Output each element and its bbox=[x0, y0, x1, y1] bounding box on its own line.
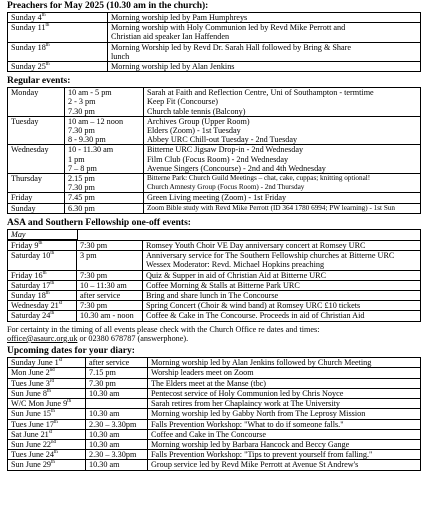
upcoming-time: after service bbox=[86, 358, 148, 368]
preacher-desc: Morning Worship led by Revd Dr. Sarah Hall followed by Bring & Share lunch bbox=[108, 42, 421, 61]
date-suffix: st bbox=[58, 358, 63, 364]
date-suffix: th bbox=[51, 460, 55, 466]
regular-event-row bbox=[8, 116, 421, 145]
upcoming-heading: Upcoming dates for your diary: bbox=[7, 346, 135, 357]
event-time: 7.45 pm bbox=[65, 193, 144, 203]
upcoming-date bbox=[8, 388, 86, 398]
upcoming-desc: Coffee and Cake in The Concourse bbox=[148, 429, 421, 439]
date-text: Sun June 29 bbox=[11, 460, 52, 470]
event-day: Friday bbox=[8, 193, 65, 203]
upcoming-time: 7.15 pm bbox=[86, 368, 148, 378]
preacher-row bbox=[8, 23, 421, 42]
date-text: Friday 9 bbox=[11, 241, 39, 251]
asa-event-date bbox=[8, 270, 77, 280]
upcoming-date bbox=[8, 419, 86, 429]
upcoming-time: 10.30 am bbox=[86, 460, 148, 470]
date-suffix: nd bbox=[51, 439, 57, 445]
upcoming-desc: Morning worship led by Gabby North from The Leprosy Mission bbox=[148, 409, 421, 419]
date-text: Sun June 15 bbox=[11, 409, 52, 419]
asa-event-row bbox=[8, 280, 421, 290]
office-phone: or 02380 678787 (answerphone). bbox=[77, 333, 189, 343]
upcoming-row bbox=[8, 388, 421, 398]
asa-event-time: after service bbox=[77, 291, 143, 301]
preachers-heading: Preachers for May 2025 (10.30 am in the church): bbox=[7, 1, 209, 11]
date-text: Sun June 22 bbox=[11, 439, 52, 449]
asa-event-desc: Spring Concert (Choir & wind band) at Romsey URC £10 tickets bbox=[143, 301, 421, 311]
event-time: 6.30 pm bbox=[65, 203, 144, 213]
asa-event-time: 10.30 am - noon bbox=[77, 311, 143, 321]
upcoming-desc: Group service led by Revd Mike Perrott at Avenue St Andrew's bbox=[148, 460, 421, 470]
date-text: Wednesday 21 bbox=[11, 301, 59, 311]
asa-event-time: 10 – 11:30 am bbox=[77, 280, 143, 290]
upcoming-row bbox=[8, 358, 421, 368]
date-text: Sunday June 1 bbox=[11, 358, 59, 368]
date-text: W/C Mon June 9 bbox=[11, 399, 68, 409]
preacher-date bbox=[8, 13, 108, 23]
asa-event-desc: Anniversary service for The Southern Fellowship churches at Bitterne URC Wessex Moderator: Revd. Michael Hopkins preaching bbox=[143, 251, 421, 270]
date-text: Sunday 4 bbox=[11, 13, 42, 22]
preacher-desc: Morning worship with Holy Communion led by Revd Mike Perrott and Christian aid speaker Ian Haffenden bbox=[108, 23, 421, 42]
upcoming-row bbox=[8, 399, 421, 409]
upcoming-desc: Falls Prevention Workshop: "Tips to prevent yourself from falling." bbox=[148, 450, 421, 460]
upcoming-time bbox=[86, 399, 148, 409]
date-text: Saturday 17 bbox=[11, 280, 51, 290]
asa-event-row bbox=[8, 251, 421, 270]
regular-event-row bbox=[8, 193, 421, 203]
event-day: Thursday bbox=[8, 174, 65, 193]
date-suffix: st bbox=[48, 429, 53, 435]
date-text: Sunday 18 bbox=[11, 42, 46, 52]
asa-events-table bbox=[7, 229, 421, 322]
event-desc: Zoom Bible study with Revd Mike Perrott (ID 364 1780 6994; PW learning) - 1st Sun bbox=[144, 203, 421, 213]
regular-events-table bbox=[7, 87, 421, 214]
preacher-row bbox=[8, 42, 421, 61]
date-text: Friday 16 bbox=[11, 270, 43, 280]
date-suffix: th bbox=[38, 241, 43, 247]
asa-event-date bbox=[8, 301, 77, 311]
upcoming-date bbox=[8, 368, 86, 378]
event-time: 10 - 11.30 am 1 pm 7 – 8 pm bbox=[65, 145, 144, 174]
event-day: Wednesday bbox=[8, 145, 65, 174]
upcoming-desc: Sarah retires from her Chaplaincy work at The University bbox=[148, 399, 421, 409]
date-suffix: th bbox=[50, 251, 55, 257]
upcoming-desc: Falls Prevention Workshop: "What to do if someone falls." bbox=[148, 419, 421, 429]
date-text: Tues June 3 bbox=[11, 378, 50, 388]
date-text: Sat June 21 bbox=[11, 429, 49, 439]
preacher-date bbox=[8, 62, 108, 72]
upcoming-row bbox=[8, 439, 421, 449]
asa-event-desc: Coffee & Cake in The Concourse. Proceeds in aid of Christian Aid bbox=[143, 311, 421, 321]
preacher-row bbox=[8, 62, 421, 72]
upcoming-time: 2.30 – 3.30pm bbox=[86, 450, 148, 460]
upcoming-time: 7.30 pm bbox=[86, 378, 148, 388]
date-text: Sunday 11 bbox=[11, 23, 46, 33]
date-suffix: th bbox=[53, 419, 58, 425]
date-suffix: nd bbox=[49, 368, 55, 374]
upcoming-row bbox=[8, 378, 421, 388]
upcoming-desc: Morning worship led by Barbara Hancock and Beccy Gange bbox=[148, 439, 421, 449]
upcoming-date bbox=[8, 378, 86, 388]
date-text: Tues June 17 bbox=[11, 419, 54, 429]
asa-event-date bbox=[8, 241, 77, 251]
upcoming-date bbox=[8, 429, 86, 439]
upcoming-date bbox=[8, 450, 86, 460]
date-suffix: th bbox=[67, 399, 72, 405]
date-suffix: th bbox=[50, 311, 55, 317]
regular-event-row bbox=[8, 88, 421, 117]
asa-event-row bbox=[8, 241, 421, 251]
asa-event-time: 7:30 pm bbox=[77, 301, 143, 311]
date-text: Saturday 24 bbox=[11, 311, 51, 321]
event-day: Tuesday bbox=[8, 116, 65, 145]
upcoming-row bbox=[8, 460, 421, 470]
asa-event-desc: Coffee Morning & Stalls at Bitterne Park URC bbox=[143, 280, 421, 290]
asa-event-time: 7:30 pm bbox=[77, 241, 143, 251]
preacher-date bbox=[8, 42, 108, 61]
asa-event-desc: Romsey Youth Choir VE Day anniversary concert at Romsey URC bbox=[143, 241, 421, 251]
event-desc: Sarah at Faith and Reflection Centre, Uni of Southampton - termtime Keep Fit (Concourse) Church table tennis (Balcony) bbox=[144, 88, 421, 117]
date-suffix: th bbox=[51, 409, 55, 415]
date-suffix: st bbox=[58, 301, 63, 307]
event-day: Sunday bbox=[8, 203, 65, 213]
upcoming-row bbox=[8, 368, 421, 378]
asa-events-heading: ASA and Southern Fellowship one-off events: bbox=[7, 217, 191, 228]
date-suffix: th bbox=[45, 42, 50, 48]
regular-event-row bbox=[8, 145, 421, 174]
upcoming-date bbox=[8, 409, 86, 419]
regular-events-heading: Regular events: bbox=[7, 76, 71, 87]
asa-event-row bbox=[8, 311, 421, 321]
preacher-desc: Morning worship led by Alan Jenkins bbox=[108, 62, 421, 72]
upcoming-date bbox=[8, 399, 86, 409]
date-suffix: th bbox=[41, 13, 46, 18]
event-desc: Green Living meeting (Zoom) - 1st Friday bbox=[144, 193, 421, 203]
asa-event-row bbox=[8, 301, 421, 311]
upcoming-desc: Morning worship led by Alan Jenkins followed by Church Meeting bbox=[148, 358, 421, 368]
event-time: 10 am – 12 noon 7.30 pm 8 - 9.30 pm bbox=[65, 116, 144, 145]
month-label: May bbox=[8, 230, 78, 240]
date-suffix: th bbox=[46, 388, 51, 394]
office-email-link[interactable]: office@asaurc.org.uk bbox=[7, 333, 78, 343]
regular-event-row bbox=[8, 174, 421, 193]
upcoming-time: 10.30 am bbox=[86, 409, 148, 419]
preacher-row bbox=[8, 13, 421, 23]
asa-event-row bbox=[8, 270, 421, 280]
upcoming-date bbox=[8, 439, 86, 449]
date-text: Mon June 2 bbox=[11, 368, 50, 378]
date-text: Sunday 25 bbox=[11, 62, 46, 72]
upcoming-row bbox=[8, 450, 421, 460]
date-text: Sun June 8 bbox=[11, 388, 47, 398]
asa-event-time: 7:30 pm bbox=[77, 270, 143, 280]
asa-event-date bbox=[8, 251, 77, 270]
upcoming-table bbox=[7, 357, 421, 470]
upcoming-date bbox=[8, 358, 86, 368]
upcoming-desc: Pentecost service of Holy Communion led by Chris Noyce bbox=[148, 388, 421, 398]
upcoming-row bbox=[8, 429, 421, 439]
asa-event-time: 3 pm bbox=[77, 251, 143, 270]
date-suffix: th bbox=[45, 62, 50, 68]
upcoming-row bbox=[8, 409, 421, 419]
note-text: For certainty in the timing of all events please check with the Church Office re dates and times: bbox=[7, 324, 320, 334]
office-note bbox=[7, 325, 422, 344]
upcoming-time: 10.30 am bbox=[86, 439, 148, 449]
event-desc: Bitterne URC Jigsaw Drop-in - 2nd Wednesday Film Club (Focus Room) - 2nd Wednesday Avenue Singers (Concourse) - 2nd and 4th Wednesday bbox=[144, 145, 421, 174]
regular-event-row bbox=[8, 203, 421, 213]
asa-event-desc: Bring and share lunch in The Concourse bbox=[143, 291, 421, 301]
event-time: 10 am - 5 pm 2 - 3 pm 7.30 pm bbox=[65, 88, 144, 117]
preacher-desc: Morning worship led by Pam Humphreys bbox=[108, 13, 421, 23]
event-desc: Archives Group (Upper Room) Elders (Zoom) - 1st Tuesday Abbey URC Chill-out Tuesday - 2nd Tuesday bbox=[144, 116, 421, 145]
upcoming-desc: Worship leaders meet on Zoom bbox=[148, 368, 421, 378]
event-day: Monday bbox=[8, 88, 65, 117]
asa-event-date bbox=[8, 280, 77, 290]
asa-event-date bbox=[8, 311, 77, 321]
event-desc: Bitterne Park: Church Guild Meetings – chat, cake, cuppas; knitting optional! Church Amnesty Group (Focus Room) - 2nd Thursday bbox=[144, 174, 421, 193]
asa-event-date bbox=[8, 291, 77, 301]
upcoming-row bbox=[8, 419, 421, 429]
date-suffix: th bbox=[53, 450, 58, 456]
preachers-table bbox=[7, 12, 421, 72]
upcoming-time: 10.30 am bbox=[86, 388, 148, 398]
date-suffix: th bbox=[42, 270, 47, 276]
upcoming-date bbox=[8, 460, 86, 470]
date-text: Tues June 24 bbox=[11, 450, 54, 460]
date-suffix: rd bbox=[49, 378, 54, 384]
preacher-date bbox=[8, 23, 108, 42]
event-time: 2.15 pm 7.30 pm bbox=[65, 174, 144, 193]
asa-event-desc: Quiz & Supper in aid of Christian Aid at Bitterne URC bbox=[143, 270, 421, 280]
date-suffix: th bbox=[45, 23, 50, 29]
date-suffix: th bbox=[45, 291, 50, 297]
asa-event-row bbox=[8, 291, 421, 301]
upcoming-desc: The Elders meet at the Manse (tbc) bbox=[148, 378, 421, 388]
date-suffix: th bbox=[50, 280, 55, 286]
upcoming-time: 10.30 am bbox=[86, 429, 148, 439]
date-text: Sunday 18 bbox=[11, 291, 46, 301]
date-text: Saturday 10 bbox=[11, 251, 51, 261]
upcoming-time: 2.30 – 3.30pm bbox=[86, 419, 148, 429]
month-row bbox=[8, 229, 421, 240]
